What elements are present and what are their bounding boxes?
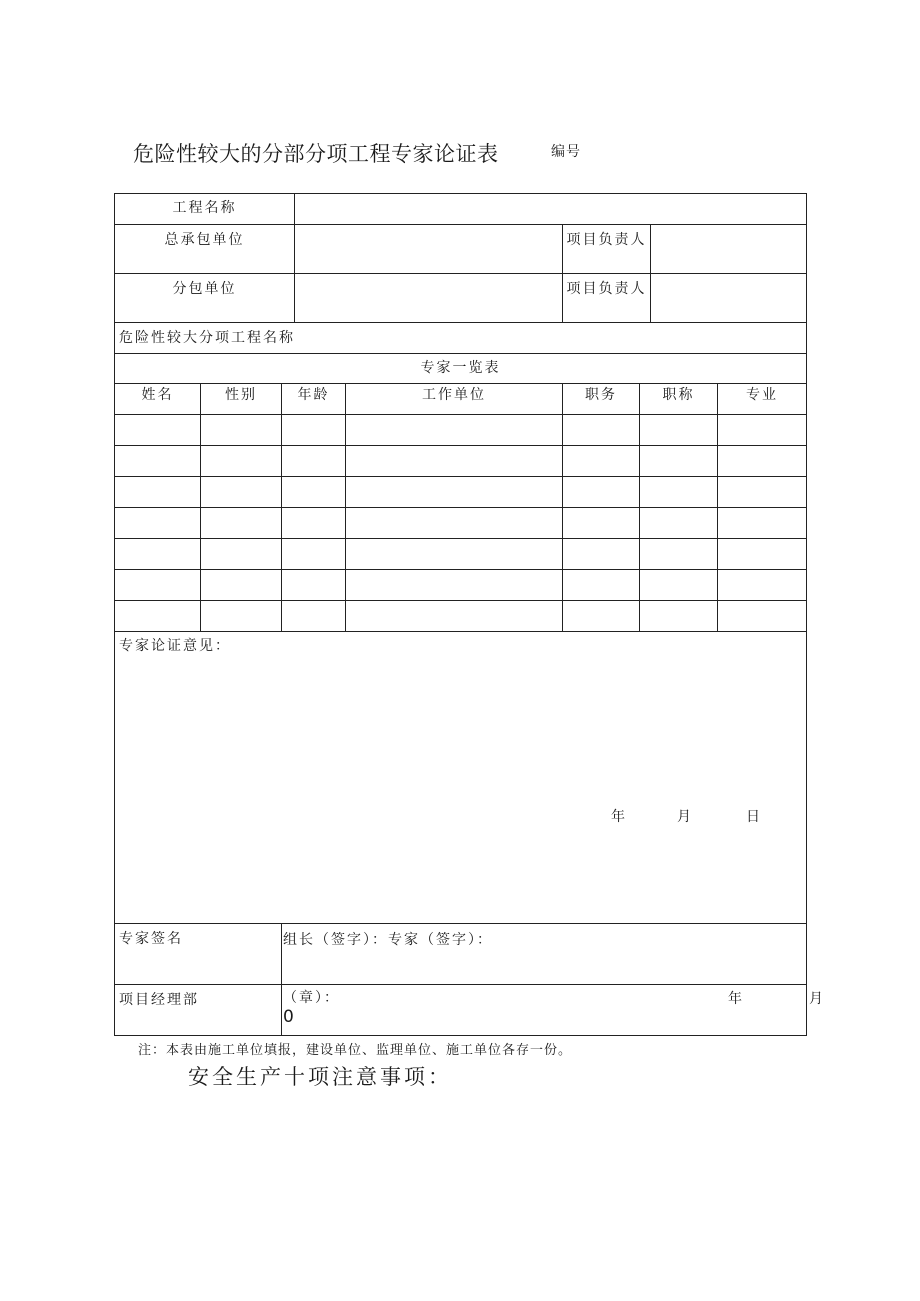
stamp-label: （章）： [283,990,340,1006]
table-cell[interactable] [201,477,282,508]
expert-list-title: 专家一览表 [115,354,807,384]
column-header: 职称 [640,384,718,415]
table-cell[interactable] [282,570,346,601]
table-row [115,570,807,601]
expert-opinion-label: 专家论证意见： [119,638,231,654]
expert-signature-row [115,924,807,985]
table-cell[interactable] [282,508,346,539]
table-cell[interactable] [718,570,807,601]
table-cell[interactable] [346,570,563,601]
table-cell[interactable] [282,601,346,632]
table-cell[interactable] [346,477,563,508]
table-row [115,601,807,632]
table-cell[interactable] [640,508,718,539]
project-manager-dept-label: 项目经理部 [115,985,282,1036]
project-name-row [115,194,807,225]
general-contractor-field[interactable] [295,225,563,274]
table-cell[interactable] [563,415,640,446]
table-cell[interactable] [563,601,640,632]
table-cell[interactable] [115,539,201,570]
table-cell[interactable] [115,446,201,477]
column-header: 性别 [201,384,282,415]
general-contractor-row [115,225,807,274]
expert-signature-field[interactable] [282,924,807,985]
date-value: 0 [283,1007,294,1027]
footnote: 注：本表由施工单位填报，建设单位、监理单位、施工单位各存一份。 [138,1043,573,1058]
date-day-label: 日 [746,809,760,825]
expert-list-title-row [115,354,807,384]
subcontractor-label: 分包单位 [115,274,295,323]
table-cell[interactable] [563,570,640,601]
table-cell[interactable] [563,539,640,570]
table-cell[interactable] [201,539,282,570]
table-cell[interactable] [640,446,718,477]
project-name-label: 工程名称 [115,194,295,225]
table-cell[interactable] [640,601,718,632]
table-row [115,508,807,539]
expert-opinion-row [115,632,807,924]
table-cell[interactable] [282,477,346,508]
column-header: 姓名 [115,384,201,415]
safety-heading: 安全生产十项注意事项： [188,1065,452,1089]
table-cell[interactable] [563,508,640,539]
project-manager-stamp-field[interactable] [282,985,825,1036]
dangerous-project-row [115,323,807,354]
table-cell[interactable] [640,570,718,601]
table-cell[interactable] [282,415,346,446]
table-row [115,415,807,446]
table-cell[interactable] [201,570,282,601]
table-cell[interactable] [718,446,807,477]
expert-review-form [114,193,825,1036]
dangerous-project-label: 危险性较大分项工程名称 [115,323,807,354]
table-cell[interactable] [115,477,201,508]
subcontractor-leader-label: 项目负责人 [563,274,651,323]
table-cell[interactable] [201,601,282,632]
table-cell[interactable] [640,477,718,508]
table-row [115,446,807,477]
general-contractor-label: 总承包单位 [115,225,295,274]
date-year-label: 年 [611,809,625,825]
table-cell[interactable] [346,539,563,570]
table-cell[interactable] [346,508,563,539]
table-cell[interactable] [115,570,201,601]
table-cell[interactable] [563,477,640,508]
table-cell[interactable] [718,601,807,632]
table-cell[interactable] [563,446,640,477]
table-cell[interactable] [718,508,807,539]
table-cell[interactable] [282,446,346,477]
table-row [115,477,807,508]
serial-number-label: 编号 [551,144,581,160]
project-leader-field[interactable] [651,225,807,274]
table-cell[interactable] [115,601,201,632]
table-cell[interactable] [346,446,563,477]
table-cell[interactable] [718,539,807,570]
table-cell[interactable] [201,446,282,477]
column-header: 专业 [718,384,807,415]
expert-signature-label: 专家签名 [115,924,282,985]
date-month-label: 月 [677,809,691,825]
project-manager-row [115,985,807,1036]
table-cell[interactable] [346,415,563,446]
signature-text: 组长（签字）：专家（签字）： [283,932,493,948]
table-cell[interactable] [640,539,718,570]
subcontractor-field[interactable] [295,274,563,323]
column-header: 工作单位 [346,384,563,415]
table-cell[interactable] [115,415,201,446]
table-row [115,539,807,570]
expert-table-header [115,384,807,415]
table-cell[interactable] [640,415,718,446]
table-cell[interactable] [115,508,201,539]
table-cell[interactable] [282,539,346,570]
table-cell[interactable] [201,415,282,446]
column-header: 职务 [563,384,640,415]
table-cell[interactable] [346,601,563,632]
project-name-field[interactable] [295,194,807,225]
date-month-label: 月 [809,991,825,1007]
column-header: 年龄 [282,384,346,415]
project-leader-label: 项目负责人 [563,225,651,274]
date-year-label: 年 [728,991,744,1007]
table-cell[interactable] [718,415,807,446]
table-cell[interactable] [201,508,282,539]
form-title: 危险性较大的分部分项工程专家论证表 [133,142,499,166]
expert-opinion-field[interactable] [115,632,807,924]
subcontractor-leader-field[interactable] [651,274,807,323]
table-cell[interactable] [718,477,807,508]
subcontractor-row [115,274,807,323]
